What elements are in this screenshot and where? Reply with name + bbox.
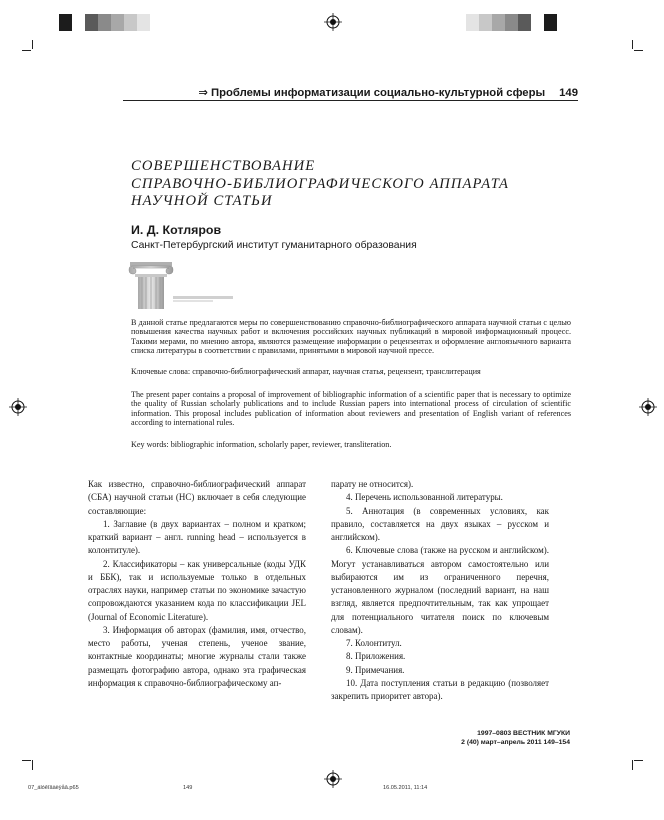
body-paragraph: парату не относится). [331, 479, 414, 489]
gray-swatch [59, 14, 72, 31]
keywords-en: Key words: bibliographic information, scholarly paper, reviewer, transliteration. [131, 440, 392, 449]
body-paragraph: 3. Информация об авторах (фамилия, имя, отчество, место работы, ученая степень, ученое звание, контактные координаты; многие журналы стали также размещать фотографию автора, однако эта графическая информация к справочно-библиографическому ап- [88, 624, 306, 688]
header-rule [123, 100, 578, 101]
body-column-right [331, 478, 549, 703]
registration-target-icon [324, 770, 342, 788]
keywords-ru: Ключевые слова: справочно-библиографический аппарат, научная статья, рецензент, транслитерация [131, 367, 481, 376]
body-paragraph: Как известно, справочно-библиографический аппарат (СБА) научной статьи (НС) включает в себя следующие составляющие: [88, 479, 306, 516]
gray-swatch [150, 14, 163, 31]
body-paragraph: 9. Примечания. [346, 664, 405, 675]
gray-swatch [137, 14, 150, 31]
journal-issue: 2 (40) март–апрель 2011 149–154 [461, 738, 570, 746]
slug-filename: 07_álóêîâàëÿåâ.p65 [28, 785, 79, 791]
body-paragraph: 7. Колонтитул. [346, 638, 402, 648]
body-paragraph: 2. Классификаторы – как универсальные (коды УДК и ББК), так и используемые только в отдельных отраслях науки, например статьи по экономике зачастую сопровождаются указанием кода по классификации JEL (Journal of Economic Literature). [88, 558, 306, 622]
author-name: И. Д. Котляров [131, 223, 222, 237]
printer-gray-bar-right [453, 14, 557, 31]
article-title [131, 158, 571, 211]
crop-mark [632, 760, 633, 770]
crop-mark [632, 40, 633, 49]
body-paragraph: 6. Ключевые слова (также на русском и английском). Могут устанавливаться автором самостоятельно или выбираются им из ограниченного перечня, установленного журналом (последний вариант, на наш взгляд, является предпочтительным, так как упрощает для потенциального читателя поиск по ключевым словам). [331, 545, 549, 635]
running-header [123, 86, 578, 99]
body-paragraph: 1. Заглавие (в двух вариантах – полном и кратком; краткий вариант – англ. running head – используется в колонтитуле). [88, 518, 306, 556]
crop-mark [22, 760, 31, 761]
registration-target-icon [324, 13, 342, 31]
running-header-section: ⇒ Проблемы информатизации социально-культурной сферы [198, 87, 546, 99]
crop-mark [634, 50, 643, 51]
registration-target-icon [639, 398, 657, 416]
title-line: НАУЧНОЙ СТАТЬИ [131, 193, 273, 209]
gray-swatch [466, 14, 479, 31]
gray-swatch [492, 14, 505, 31]
gray-swatch [505, 14, 518, 31]
gray-swatch [453, 14, 466, 31]
body-paragraph: 8. Приложения. [346, 651, 406, 662]
gray-swatch [111, 14, 124, 31]
registration-target-icon [9, 398, 27, 416]
slug-page: 149 [183, 785, 193, 791]
gray-swatch [518, 14, 531, 31]
crop-mark [634, 760, 643, 761]
author-affiliation: Санкт-Петербургский институт гуманитарного образования [131, 240, 417, 251]
gray-swatch [531, 14, 544, 31]
body-paragraph: 4. Перечень использованной литературы. [346, 492, 503, 503]
gray-swatch [98, 14, 111, 31]
journal-issn: 1997–0803 ВЕСТНИК МГУКИ [477, 730, 570, 737]
journal-footer [461, 730, 570, 747]
body-column-left [88, 478, 306, 690]
page-number: 149 [559, 87, 578, 99]
gray-swatch [479, 14, 492, 31]
title-line: СПРАВОЧНО-БИБЛИОГРАФИЧЕСКОГО АППАРАТА [131, 175, 510, 192]
abstract-en: The present paper contains a proposal of improvement of bibliographic information of a scientific paper that is necessary to optimize the quality of Russian scholarly publications and to include Russian papers into international process of circulation of scientific information. This proposal includes publication of information about reviewers and presentation of English variant of references according to international rules. [131, 390, 571, 428]
crop-mark [32, 760, 33, 770]
column-capital-icon [173, 290, 233, 304]
crop-mark [32, 40, 33, 49]
gray-swatch [124, 14, 137, 31]
gray-swatch [85, 14, 98, 31]
title-line: СОВЕРШЕНСТВОВАНИЕ [131, 158, 316, 174]
body-paragraph: 10. Дата поступления статьи в редакцию (позволяет закрепить приоритет автора). [331, 677, 549, 701]
body-paragraph: 5. Аннотация (в современных условиях, как правило, составляется на двух языках – русском и английском). [331, 505, 549, 542]
printer-gray-bar-left [59, 14, 163, 31]
gray-swatch [72, 14, 85, 31]
crop-mark [22, 50, 31, 51]
abstract-ru: В данной статье предлагаются меры по совершенствованию справочно-библиографического аппарата научной статьи с целью повышения качества научных работ и включения российских научных публикаций в мировой информационный процесс. Такими мерами, по мнению автора, являются размещение информации о рецензентах и оформление англоязычного варианта списка литературы в соответствии с правилами, принятыми в мировой научной прессе. [131, 318, 571, 356]
gray-swatch [544, 14, 557, 31]
column-capital-icon [128, 260, 174, 310]
slug-timestamp: 16.05.2011, 11:14 [383, 785, 428, 791]
